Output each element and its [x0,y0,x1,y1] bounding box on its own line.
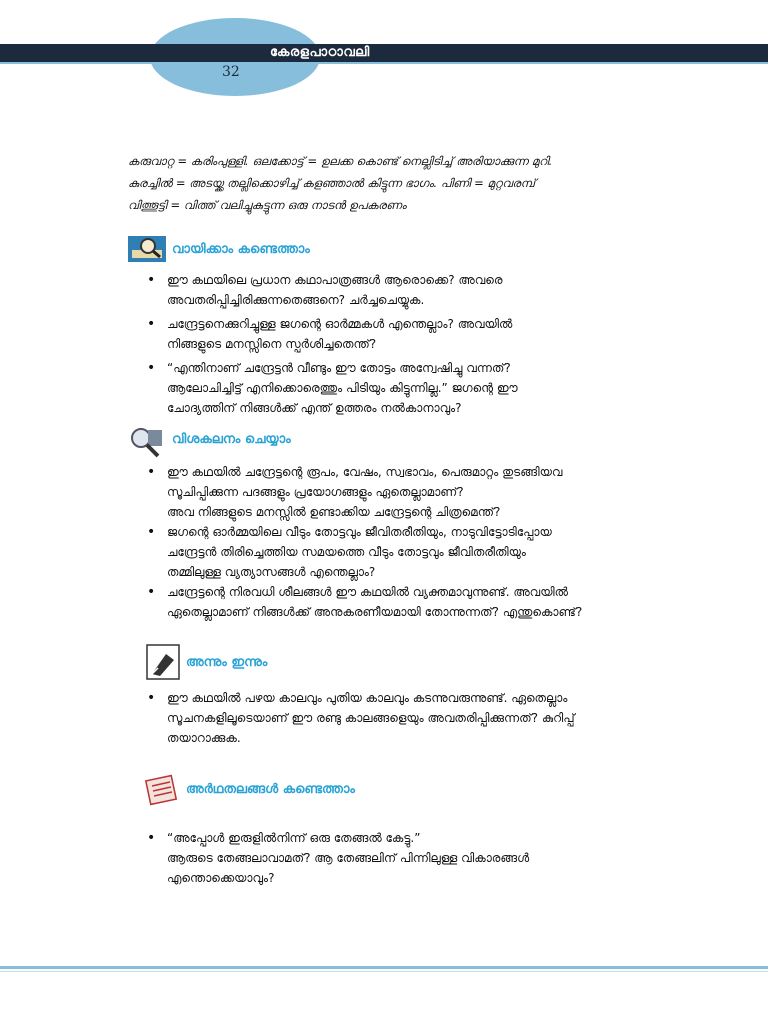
section-title: വായിക്കാം കണ്ടെത്താം [172,241,310,257]
header-bar [0,44,768,62]
list-item: • ചന്ദ്രേട്ടന്റെ നിരവധി ശീലങ്ങൾ ഈ കഥയിൽ വ്യക്തമാവുന്നുണ്ട്. അവയിൽ ഏതെല്ലാമാണ് നിങ്ങൾക്ക് അനുകരണീയമായി തോന്നുന്നത്? എന്തുകൊണ്ട്? [147,582,657,622]
list-item: • ചന്ദ്രേട്ടനെക്കുറിച്ചുള്ള ജഗന്റെ ഓർമ്മകൾ എന്തെല്ലാം? അവയിൽ നിങ്ങളുടെ മനസ്സിനെ സ്പർശിച്ചതെന്ത്? [147,314,657,354]
list-item-text: അവ നിങ്ങളുടെ മനസ്സിൽ ഉണ്ടാക്കിയ ചന്ദ്രേട്ടന്റെ ചിത്രമെന്ത്? [167,505,501,519]
section-heading-analyse [128,424,291,454]
list-item-text: ജഗന്റെ ഓർമ്മയിലെ വീടും തോട്ടവും ജീവിതരീതിയും, നാടുവിട്ടോടിപ്പോയ [167,525,552,539]
list-item: • ഈ കഥയിൽ പഴയ കാലവും പുതിയ കാലവും കടന്നുവരുന്നുണ്ട്. ഏതെല്ലാം സൂചനകളിലൂടെയാണ് ഈ രണ്ടു കാലങ്ങളെയും അവതരിപ്പിക്കുന്നത്? കുറിപ്പ് തയാറാക്കുക. [147,688,657,748]
list-item-text: “അപ്പോൾ ഇരുളിൽനിന്ന് ഒരു തേങ്ങൽ കേട്ടു.” [167,831,421,845]
list-item-text: അവതരിപ്പിച്ചിരിക്കുന്നതെങ്ങനെ? ചർച്ചചെയ്യുക. [167,293,425,307]
section-heading-meanings [144,772,355,806]
list-item-text: ചന്ദ്രേട്ടൻ തിരിച്ചെത്തിയ സമയത്തെ വീടും തോട്ടവും ജീവിതരീതിയും [167,545,526,559]
magnifier-search-icon [128,424,166,454]
list-item-text: ആരുടെ തേങ്ങലാവാമത്? ആ തേങ്ങലിന് പിന്നിലുള്ള വികാരങ്ങൾ [167,851,530,865]
list-item-text: ഈ കഥയിൽ ചന്ദ്രേട്ടന്റെ രൂപം, വേഷം, സ്വഭാവം, പെരുമാറ്റം തുടങ്ങിയവ [167,465,563,479]
glossary [128,150,688,216]
glossary-line: കുരച്ചിൽ = അടയ്ക്ക തല്ലിക്കൊഴിച്ച് കളഞ്ഞാൽ കിട്ടുന്ന ഭാഗം. പിണി = മുറ്റവരമ്പ് [128,176,536,190]
list-item-text: ചോദ്യത്തിന് നിങ്ങൾക്ക് എന്ത് ഉത്തരം നൽകാനാവും? [167,401,462,415]
list-item-text: സൂചനകളിലൂടെയാണ് ഈ രണ്ടു കാലങ്ങളെയും അവതരിപ്പിക്കുന്നത്? കുറിപ്പ് [167,711,575,725]
footer-rule [0,966,768,969]
list-item-text: ചന്ദ്രേട്ടനെക്കുറിച്ചുള്ള ജഗന്റെ ഓർമ്മകൾ എന്തെല്ലാം? അവയിൽ [167,317,513,331]
pen-nib-icon [146,644,180,680]
question-list [147,270,657,422]
question-list [147,828,657,892]
list-item-text: സൂചിപ്പിക്കുന്ന പദങ്ങളും പ്രയോഗങ്ങളും ഏതെല്ലാമാണ്? [167,485,464,499]
notes-paper-icon [144,772,180,806]
list-item-text: തയാറാക്കുക. [167,731,241,745]
header-stripe [0,62,768,64]
list-item: • “അപ്പോൾ ഇരുളിൽനിന്ന് ഒരു തേങ്ങൽ കേട്ടു.” ആരുടെ തേങ്ങലാവാമത്? ആ തേങ്ങലിന് പിന്നിലുള്ള വികാരങ്ങൾ എന്തൊക്കെയാവും? [147,828,657,888]
list-item-text: എന്തൊക്കെയാവും? [167,871,275,885]
list-item: • ജഗന്റെ ഓർമ്മയിലെ വീടും തോട്ടവും ജീവിതരീതിയും, നാടുവിട്ടോടിപ്പോയ ചന്ദ്രേട്ടൻ തിരിച്ചെത്തിയ സമയത്തെ വീടും തോട്ടവും ജീവിതരീതിയും തമ്മിലുള്ള വ്യത്യാസങ്ങൾ എന്തെല്ലാം? [147,522,657,582]
section-heading-read-find [128,234,310,264]
list-item-text: ഏതെല്ലാമാണ് നിങ്ങൾക്ക് അനുകരണീയമായി തോന്നുന്നത്? എന്തുകൊണ്ട്? [167,605,583,619]
book-title: കേരളപാഠാവലി [270,45,370,60]
list-item-text: ഈ കഥയിൽ പഴയ കാലവും പുതിയ കാലവും കടന്നുവരുന്നുണ്ട്. ഏതെല്ലാം [167,691,568,705]
glossary-line: കരുവാറ്റ = കരിംപുള്ളി. ഒലക്കോട്ട് = ഉലക്ക കൊണ്ട് നെല്ലിടിച്ച് അരിയാക്കുന്ന മുറി. [128,154,553,168]
section-title: അന്നും ഇന്നും [186,654,268,670]
glossary-line: വിത്തൂട്ടി = വിത്ത് വലിച്ചുകുട്ടുന്ന ഒരു നാടൻ ഉപകരണം [128,198,407,212]
magnifier-book-icon [128,234,166,264]
list-item-text: ആലോചിച്ചിട്ട് എനിക്കൊരെത്തും പിടിയും കിട്ടുന്നില്ല.” ജഗന്റെ ഈ [167,381,518,395]
list-item-text: തമ്മിലുള്ള വ്യത്യാസങ്ങൾ എന്തെല്ലാം? [167,565,376,579]
list-item: • ഈ കഥയിലെ പ്രധാന കഥാപാത്രങ്ങൾ ആരൊക്കെ? അവരെ അവതരിപ്പിച്ചിരിക്കുന്നതെങ്ങനെ? ചർച്ചചെയ്യുക. [147,270,657,310]
list-item-text: ചന്ദ്രേട്ടന്റെ നിരവധി ശീലങ്ങൾ ഈ കഥയിൽ വ്യക്തമാവുന്നുണ്ട്. അവയിൽ [167,585,568,599]
page-number: 32 [222,64,240,80]
section-heading-then-now [146,644,267,680]
footer-rule-thin [0,971,768,972]
list-item-text: നിങ്ങളുടെ മനസ്സിനെ സ്പർശിച്ചതെന്ത്? [167,337,377,351]
list-item-text: ഈ കഥയിലെ പ്രധാന കഥാപാത്രങ്ങൾ ആരൊക്കെ? അവരെ [167,273,503,287]
list-item: • “എന്തിനാണ് ചന്ദ്രേട്ടൻ വീണ്ടും ഈ തോട്ടം അന്വേഷിച്ചു വന്നത്? ആലോചിച്ചിട്ട് എനിക്കൊരെത്തും പിടിയും കിട്ടുന്നില്ല.” ജഗന്റെ ഈ ചോദ്യത്തിന് നിങ്ങൾക്ക് എന്ത് ഉത്തരം നൽകാനാവും? [147,358,657,418]
section-title: വിശകലനം ചെയ്യാം [172,431,291,447]
list-item-text: “എന്തിനാണ് ചന്ദ്രേട്ടൻ വീണ്ടും ഈ തോട്ടം അന്വേഷിച്ചു വന്നത്? [167,361,511,375]
question-list [147,462,657,626]
list-item: • ഈ കഥയിൽ ചന്ദ്രേട്ടന്റെ രൂപം, വേഷം, സ്വഭാവം, പെരുമാറ്റം തുടങ്ങിയവ സൂചിപ്പിക്കുന്ന പദങ്ങളും പ്രയോഗങ്ങളും ഏതെല്ലാമാണ്? അവ നിങ്ങളുടെ മനസ്സിൽ ഉണ്ടാക്കിയ ചന്ദ്രേട്ടന്റെ ചിത്രമെന്ത്? [147,462,657,522]
section-title: അർഥതലങ്ങൾ കണ്ടെത്താം [186,781,355,797]
question-list [147,688,657,752]
